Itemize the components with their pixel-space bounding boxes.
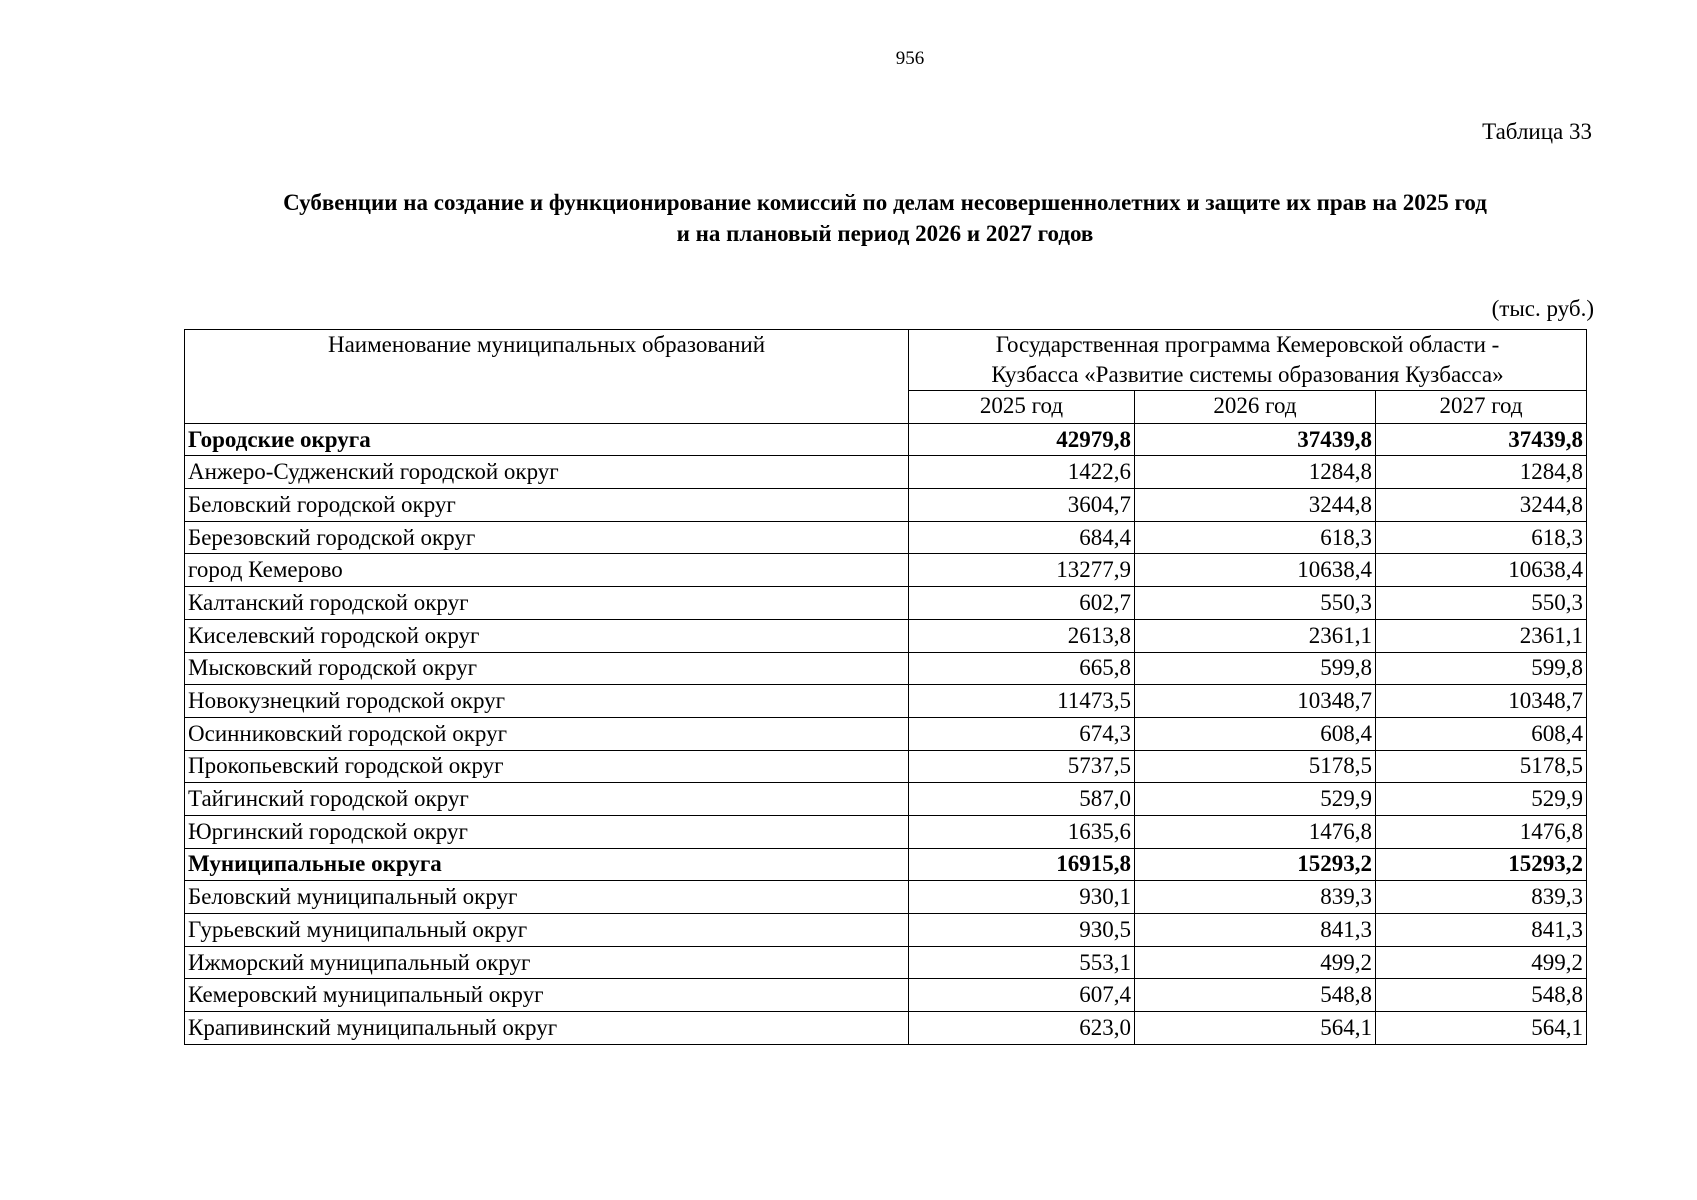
municipality-name-cell: Ижморский муниципальный округ [185,946,909,979]
municipality-name-cell: Муниципальные округа [185,848,909,881]
value-2025-cell: 930,1 [909,881,1135,914]
units-label: (тыс. руб.) [1491,296,1594,321]
municipality-name-cell: Городские округа [185,423,909,456]
table-body [185,423,1587,1044]
table-row [185,783,1587,816]
table-row [185,979,1587,1012]
table-row [185,619,1587,652]
municipality-name-cell: Беловский муниципальный округ [185,881,909,914]
group-row [185,423,1587,456]
program-header [909,330,1587,391]
municipality-name-cell: Березовский городской округ [185,521,909,554]
program-header-line-1: Государственная программа Кемеровской области - [995,332,1500,357]
value-2026-cell: 1476,8 [1135,815,1376,848]
subventions-table [184,329,1587,1045]
table-row [185,554,1587,587]
value-2026-cell: 529,9 [1135,783,1376,816]
value-2027-cell: 841,3 [1376,914,1587,947]
municipality-name-header: Наименование муниципальных образований [185,330,909,424]
table-row [185,750,1587,783]
value-2027-cell: 2361,1 [1376,619,1587,652]
value-2025-cell: 623,0 [909,1012,1135,1045]
value-2027-cell: 839,3 [1376,881,1587,914]
value-2026-cell: 10638,4 [1135,554,1376,587]
value-2027-cell: 1476,8 [1376,815,1587,848]
table-row [185,456,1587,489]
municipality-name-cell: Кемеровский муниципальный округ [185,979,909,1012]
group-row [185,848,1587,881]
value-2026-cell: 37439,8 [1135,423,1376,456]
value-2027-cell: 618,3 [1376,521,1587,554]
title-line-1: Субвенции на создание и функционирование комиссий по делам несовершеннолетних и защите их прав на 2025 год [283,190,1487,215]
municipality-name-cell: Мысковский городской округ [185,652,909,685]
value-2025-cell: 674,3 [909,717,1135,750]
value-2025-cell: 607,4 [909,979,1135,1012]
value-2025-cell: 1422,6 [909,456,1135,489]
municipality-name-cell: Новокузнецкий городской округ [185,685,909,718]
value-2027-cell: 529,9 [1376,783,1587,816]
value-2026-cell: 5178,5 [1135,750,1376,783]
table-row [185,815,1587,848]
value-2027-cell: 608,4 [1376,717,1587,750]
value-2025-cell: 42979,8 [909,423,1135,456]
value-2027-cell: 550,3 [1376,587,1587,620]
municipality-name-cell: Осинниковский городской округ [185,717,909,750]
year-header-2026: 2026 год [1135,391,1376,424]
year-header-2027: 2027 год [1376,391,1587,424]
municipality-name-cell: Беловский городской округ [185,489,909,522]
value-2025-cell: 665,8 [909,652,1135,685]
value-2025-cell: 602,7 [909,587,1135,620]
value-2026-cell: 608,4 [1135,717,1376,750]
value-2026-cell: 564,1 [1135,1012,1376,1045]
value-2026-cell: 839,3 [1135,881,1376,914]
value-2025-cell: 3604,7 [909,489,1135,522]
value-2027-cell: 37439,8 [1376,423,1587,456]
value-2027-cell: 3244,8 [1376,489,1587,522]
value-2027-cell: 548,8 [1376,979,1587,1012]
table-row [185,881,1587,914]
value-2026-cell: 550,3 [1135,587,1376,620]
page-number: 956 [895,48,925,69]
title-line-2: и на плановый период 2026 и 2027 годов [676,221,1094,246]
value-2026-cell: 548,8 [1135,979,1376,1012]
municipality-name-cell: Тайгинский городской округ [185,783,909,816]
value-2025-cell: 587,0 [909,783,1135,816]
value-2025-cell: 13277,9 [909,554,1135,587]
value-2027-cell: 5178,5 [1376,750,1587,783]
value-2025-cell: 2613,8 [909,619,1135,652]
value-2025-cell: 11473,5 [909,685,1135,718]
value-2025-cell: 1635,6 [909,815,1135,848]
value-2027-cell: 599,8 [1376,652,1587,685]
table-row [185,1012,1587,1045]
value-2027-cell: 15293,2 [1376,848,1587,881]
municipality-name-cell: Гурьевский муниципальный округ [185,914,909,947]
municipality-name-cell: Анжеро-Судженский городской округ [185,456,909,489]
table-row [185,946,1587,979]
table-row [185,521,1587,554]
municipality-name-cell: Крапивинский муниципальный округ [185,1012,909,1045]
table-row [185,652,1587,685]
value-2026-cell: 841,3 [1135,914,1376,947]
value-2026-cell: 15293,2 [1135,848,1376,881]
municipality-name-cell: Юргинский городской округ [185,815,909,848]
value-2026-cell: 618,3 [1135,521,1376,554]
table-label: Таблица 33 [1482,119,1592,144]
value-2026-cell: 499,2 [1135,946,1376,979]
value-2027-cell: 10348,7 [1376,685,1587,718]
value-2025-cell: 5737,5 [909,750,1135,783]
table-row [185,587,1587,620]
value-2025-cell: 684,4 [909,521,1135,554]
table-row [185,489,1587,522]
value-2025-cell: 16915,8 [909,848,1135,881]
municipality-name-cell: Киселевский городской округ [185,619,909,652]
year-header-2025: 2025 год [909,391,1135,424]
value-2027-cell: 10638,4 [1376,554,1587,587]
value-2025-cell: 553,1 [909,946,1135,979]
value-2027-cell: 499,2 [1376,946,1587,979]
table-row [185,717,1587,750]
municipality-name-cell: Прокопьевский городской округ [185,750,909,783]
value-2026-cell: 599,8 [1135,652,1376,685]
municipality-name-cell: Калтанский городской округ [185,587,909,620]
document-title [185,187,1585,249]
value-2026-cell: 10348,7 [1135,685,1376,718]
value-2026-cell: 2361,1 [1135,619,1376,652]
value-2027-cell: 564,1 [1376,1012,1587,1045]
table-row [185,685,1587,718]
value-2026-cell: 3244,8 [1135,489,1376,522]
value-2026-cell: 1284,8 [1135,456,1376,489]
table-row [185,914,1587,947]
municipality-name-cell: город Кемерово [185,554,909,587]
value-2025-cell: 930,5 [909,914,1135,947]
program-header-line-2: Кузбасса «Развитие системы образования Кузбасса» [991,362,1504,387]
value-2027-cell: 1284,8 [1376,456,1587,489]
